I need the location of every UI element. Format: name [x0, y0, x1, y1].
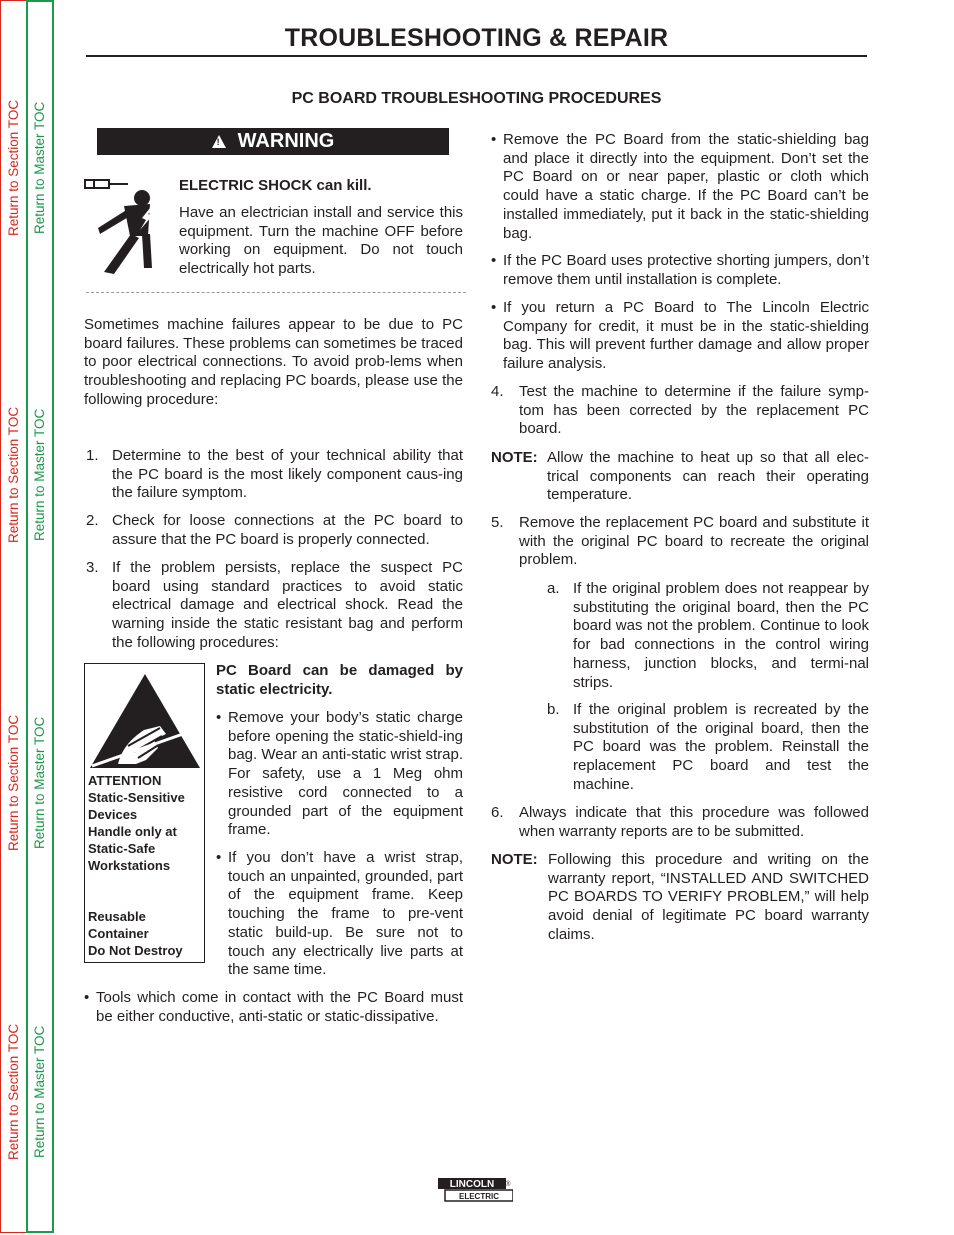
static-warning-title: PC Board can be damaged by static electricity. [216, 662, 463, 698]
lincoln-electric-logo [437, 1177, 513, 1202]
note-label: NOTE: [491, 851, 538, 868]
step-number: 1. [86, 447, 99, 464]
step-5-text: Remove the replacement PC board and substitute it with the original PC board to recreate the original problem. [519, 514, 869, 569]
return-to-section-toc-link[interactable]: Return to Section TOC [6, 99, 21, 236]
return-to-master-toc-link[interactable]: Return to Master TOC [32, 716, 47, 849]
svg-text:ELECTRIC: ELECTRIC [459, 1192, 499, 1201]
title-rule [86, 55, 867, 57]
bullet: • [491, 252, 497, 269]
intro-paragraph: Sometimes machine failures appear to be due to PC board failures. These problems can sometimes be traced to poor electrical connections. To avoid prob-lems when troubleshooting and replacing PC boards, please use the following procedure: [84, 316, 463, 408]
warning-label: WARNING [237, 130, 335, 152]
return-to-master-toc-link[interactable]: Return to Master TOC [32, 408, 47, 541]
static-sensitive-label [84, 663, 205, 963]
step-1-text: Determine to the best of your technical ability that the PC board is the most likely component caus-ing the failure symptom. [112, 447, 463, 502]
step-number: 3. [86, 559, 99, 576]
step-4-text: Test the machine to determine if the failure symp-tom has been corrected by the replacement PC board. [519, 383, 869, 438]
electric-shock-icon [84, 176, 160, 274]
note-label: NOTE: [491, 449, 538, 466]
reusable-container-label: Reusable Container Do Not Destroy [88, 909, 183, 958]
note-2-text: Following this procedure and writing on the warranty report, “INSTALLED AND SWITCHED PC BOARDS TO VERIFY PROBLEM,” will help avoid denial of legitimate PC board warranty claims. [548, 851, 869, 943]
static-bullet-3: Tools which come in contact with the PC Board must be either conductive, anti-static or static-dissipative. [96, 989, 463, 1025]
note-1-text: Allow the machine to heat up so that all elec-trical components can reach their operating temperature. [547, 449, 869, 504]
step-number: 4. [491, 383, 504, 400]
right-bullet-1: Remove the PC Board from the static-shielding bag and place it directly into the equipment. Don’t set the PC Board on or near paper, plastic or cloth which could have a static charge. If the PC Board can’t be installed immediately, put it back in the static-shielding bag. [503, 131, 869, 242]
step-5a-text: If the original problem does not reappear by substituting the original board, then the PC board was not the problem. Continue to look for bad connections in the control wiring harness, junction blocks, and termi-nal strips. [573, 580, 869, 691]
shock-warning-title: ELECTRIC SHOCK can kill. [179, 177, 372, 194]
return-to-section-toc-link[interactable]: Return to Section TOC [6, 1023, 21, 1160]
return-to-section-toc-link[interactable]: Return to Section TOC [6, 406, 21, 543]
esd-hand-icon [88, 668, 203, 770]
svg-text:LINCOLN: LINCOLN [449, 1179, 495, 1190]
section-heading: PC BOARD TROUBLESHOOTING PROCEDURES [291, 90, 662, 107]
step-2-text: Check for loose connections at the PC board to assure that the PC board is properly connected. [112, 512, 463, 548]
return-to-master-toc-link[interactable]: Return to Master TOC [32, 1025, 47, 1158]
page-title: TROUBLESHOOTING & REPAIR [284, 24, 669, 52]
bullet: • [491, 299, 497, 316]
right-bullet-2: If the PC Board uses protective shorting jumpers, don’t remove them until installation is complete. [503, 252, 869, 288]
step-number: 5. [491, 514, 504, 531]
attention-label: ATTENTION Static-Sensitive Devices Handle only at Static-Safe Workstations [88, 773, 185, 873]
warning-banner [97, 128, 449, 155]
shock-warning-text: Have an electrician install and service this equipment. Turn the machine OFF before working on equipment. Do not touch electrically hot parts. [179, 204, 463, 278]
substep-letter: a. [547, 580, 560, 597]
static-bullet-1: Remove your body’s static charge before opening the static-shield-ing bag. Wear an anti-static wrist strap. For safety, use a 1 Meg ohm resistive cord connected to a grounded part of the equipment frame. [228, 709, 463, 839]
static-bullet-2: If you don’t have a wrist strap, touch an unpainted, grounded, part of the equipment frame. Keep touching the frame to pre-vent static build-up. Be sure not to touch any electrically live parts at the same time. [228, 849, 463, 979]
step-number: 6. [491, 804, 504, 821]
bullet: • [216, 849, 222, 866]
bullet: • [491, 131, 497, 148]
svg-text:®: ® [505, 1181, 511, 1188]
return-to-section-toc-link[interactable]: Return to Section TOC [6, 714, 21, 851]
step-6-text: Always indicate that this procedure was followed when warranty reports are to be submitted. [519, 804, 869, 840]
bullet: • [216, 709, 222, 726]
return-to-master-toc-link[interactable]: Return to Master TOC [32, 101, 47, 234]
substep-letter: b. [547, 701, 560, 718]
step-3-text: If the problem persists, replace the suspect PC board using standard practices to avoid static electrical damage and electrical shock. Read the warning inside the static resistant bag and perform the following procedures: [112, 559, 463, 651]
step-number: 2. [86, 512, 99, 529]
bullet: • [84, 989, 90, 1006]
warning-triangle-icon: ! [212, 135, 226, 148]
step-5b-text: If the original problem is recreated by the substitution of the original board, then the PC board was the problem. Reinstall the replacement PC board and test the machine. [573, 701, 869, 793]
right-bullet-3: If you return a PC Board to The Lincoln Electric Company for credit, it must be in the static-shielding bag. This will prevent further damage and allow proper failure analysis. [503, 299, 869, 373]
warning-divider [86, 292, 466, 293]
